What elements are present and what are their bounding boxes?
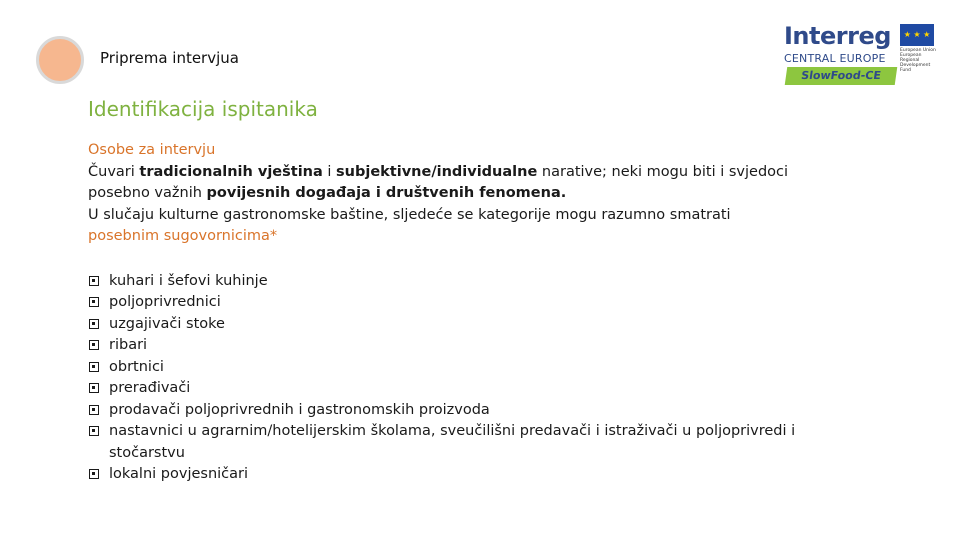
- list-item-label: uzgajivači stoke: [109, 315, 225, 332]
- checkbox-bullet-icon: [89, 405, 99, 415]
- list-item: [88, 335, 828, 357]
- logo-project-tag: SlowFood-CE: [785, 67, 898, 85]
- list-item: [88, 271, 828, 293]
- list-item-label: nastavnici u agrarnim/hotelijerskim školama, sveučilišni predavači i istraživači u poljoprivredi i stočarstvu: [109, 423, 796, 461]
- intro-line3: U slučaju kulturne gastronomske baštine, sljedeće se kategorije mogu razumno smatrati: [88, 206, 731, 223]
- list-item: [88, 464, 828, 486]
- checkbox-bullet-icon: [89, 469, 99, 479]
- list-item: [88, 378, 828, 400]
- checkbox-bullet-icon: [89, 426, 99, 436]
- logo-program: CENTRAL EUROPE: [784, 52, 886, 65]
- eu-flag-icon: ★ ★ ★: [900, 24, 934, 46]
- list-item: [88, 400, 828, 422]
- intro-bold-skills: tradicionalnih vještina: [139, 163, 323, 180]
- list-item-label: kuhari i šefovi kuhinje: [109, 272, 268, 289]
- interreg-logo: [784, 22, 944, 92]
- logo-brand: Interreg: [784, 22, 891, 50]
- checkbox-bullet-icon: [89, 319, 99, 329]
- intro-text: Čuvari: [88, 163, 140, 180]
- intro-bold-events: povijesnih događaja i društvenih fenomena.: [206, 185, 567, 201]
- checkbox-bullet-icon: [89, 383, 99, 393]
- slide-content: [88, 140, 828, 486]
- list-item: [88, 357, 828, 379]
- logo-fund-text: European Union European Regional Development Fund: [900, 48, 936, 73]
- list-item-label: obrtnici: [109, 358, 164, 375]
- decorative-circle: [36, 36, 84, 84]
- list-item: [88, 421, 828, 464]
- list-item-label: lokalni povjesničari: [109, 466, 249, 482]
- checkbox-bullet-icon: [89, 276, 99, 286]
- intro-heading: Osobe za intervju: [88, 142, 216, 158]
- intro-text: narative; neki mogu biti i svjedoci posebno važnih: [88, 163, 789, 201]
- slide-title: Identifikacija ispitanika: [88, 97, 318, 121]
- checkbox-bullet-icon: [89, 340, 99, 350]
- list-item-label: ribari: [109, 337, 148, 353]
- intro-text: i: [322, 163, 337, 180]
- list-item: [88, 314, 828, 336]
- intro-line4: posebnim sugovornicima*: [88, 228, 278, 244]
- checkbox-bullet-icon: [89, 297, 99, 307]
- list-item-label: prerađivači: [109, 380, 191, 396]
- list-item-label: poljoprivrednici: [109, 294, 221, 310]
- intro-paragraph: [88, 162, 828, 205]
- intro-bold-subjective: subjektivne/individualne: [336, 163, 538, 180]
- checkbox-bullet-icon: [89, 362, 99, 372]
- list-item: [88, 292, 828, 314]
- interviewee-list: [88, 271, 828, 486]
- header-title: Priprema intervjua: [100, 49, 239, 67]
- list-item-label: prodavači poljoprivrednih i gastronomskih proizvoda: [109, 401, 490, 418]
